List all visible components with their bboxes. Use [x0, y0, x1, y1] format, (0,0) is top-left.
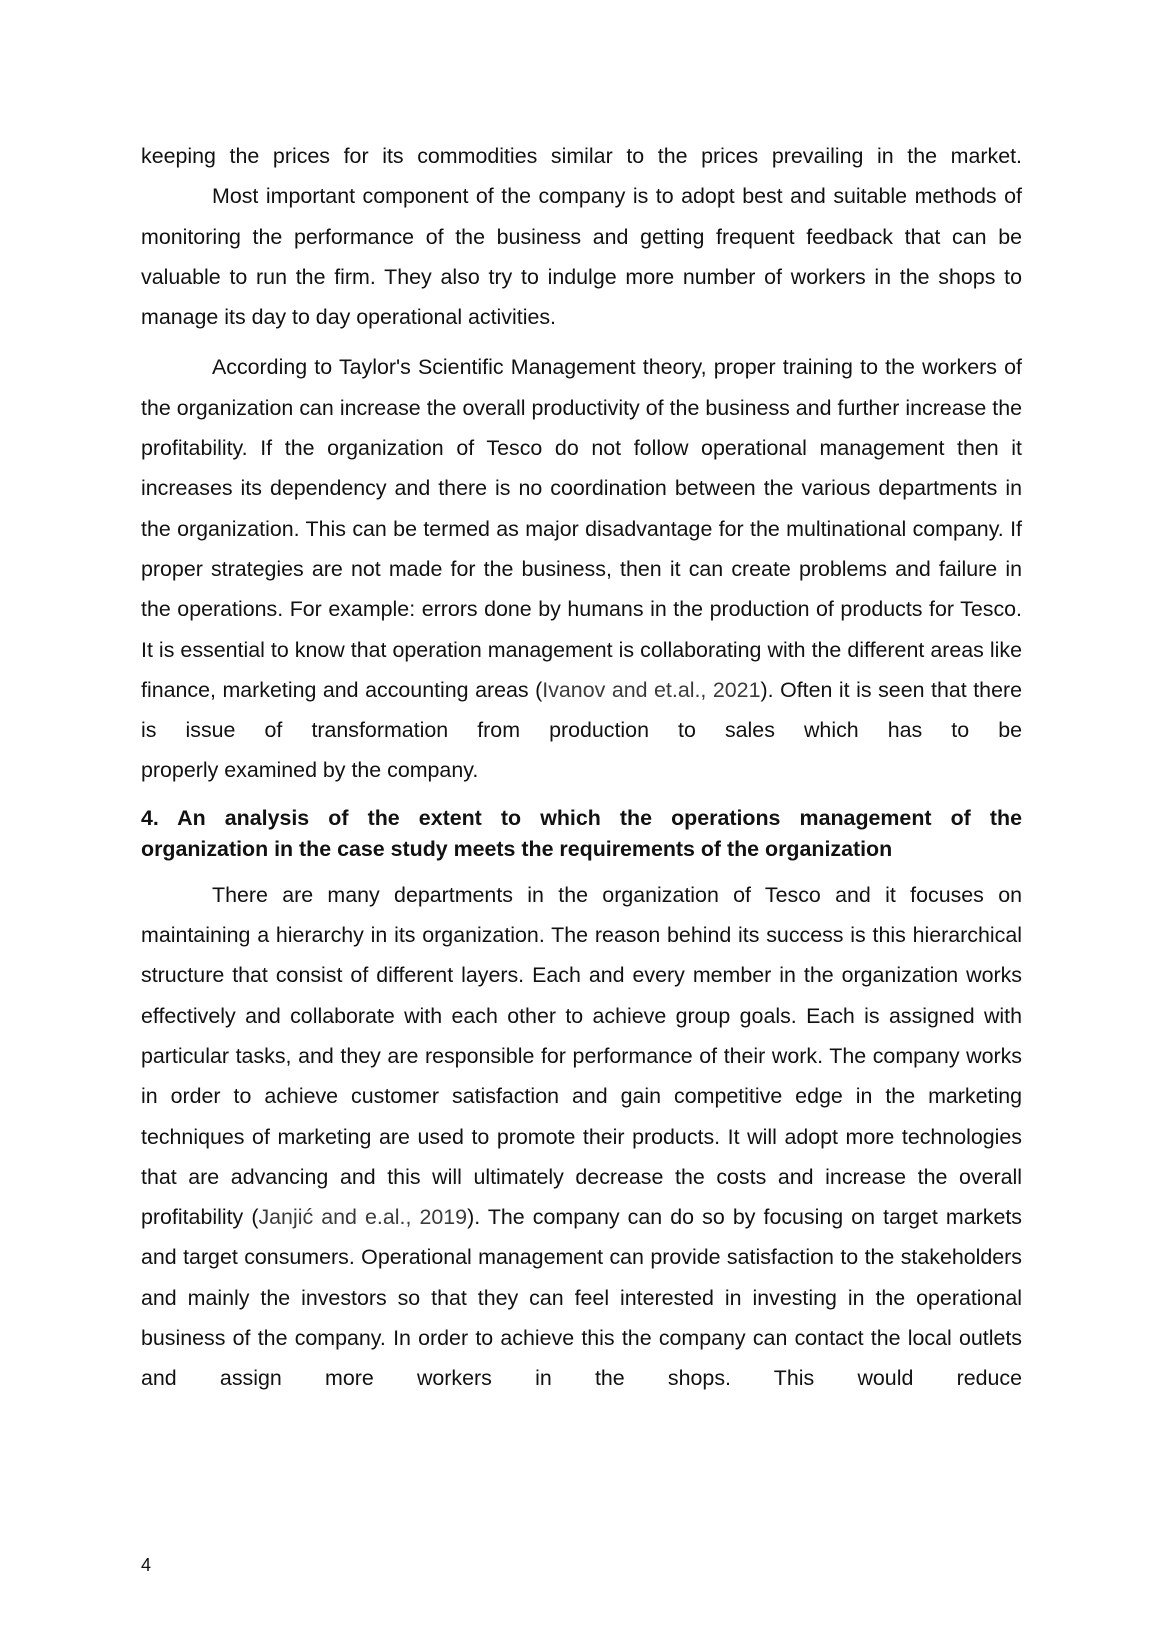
- citation-ivanov: Ivanov and et.al., 2021: [542, 677, 761, 702]
- page-number: 4: [141, 1555, 152, 1575]
- citation-janjic: Janjić and e.al., 2019: [258, 1205, 468, 1230]
- page-body: [141, 136, 1022, 1399]
- section-heading: [141, 803, 1022, 865]
- paragraph-taylor-last-line: properly examined by the company.: [141, 758, 479, 783]
- paragraph-taylor-text: According to Taylor's Scientific Management theory, proper training to the workers of the organization can increase the overall productivity of the business and further increase the profitability. If the organization of Tesco do not follow operational management then it increases its dependency and there is no coordination between the various departments in the organization. This can be termed as major disadvantage for the multinational company. If proper strategies are not made for the business, then it can create problems and failure in the operations. For example: errors done by humans in the production of products for Tesco. It is essential to know that operation management is collaborating with the different areas like finance, marketing and accounting areas (: [141, 355, 1022, 702]
- paragraph-hierarchy-text-after: ). The company can do so by focusing on target markets and target consumers. Operational management can provide satisfaction to the stakeholders and mainly the investors so that they can feel interested in investing in the operational business of the company. In order to achieve this the company can contact the local outlets and assign more workers in the shops. This would reduce: [141, 1205, 1023, 1391]
- paragraph-continuation: keeping the prices for its commodities similar to the prices prevailing in the market.: [141, 144, 1022, 168]
- section-heading-line-2: organization in the case study meets the requirements of the organization: [141, 836, 893, 861]
- paragraph-monitoring: [141, 176, 1022, 337]
- paragraph-taylor-theory: [141, 347, 1022, 750]
- paragraph-taylor-text-after: ). Often it is seen that there is issue of transformation from production to sales which has to be: [141, 677, 1022, 743]
- paragraph-monitoring-text: Most important component of the company is to adopt best and suitable methods of monitoring the performance of the business and getting frequent feedback that can be valuable to run the firm. They also try to indulge more number of workers in the shops to manage its day to day operational activities.: [141, 184, 1022, 330]
- paragraph-hierarchy-text: There are many departments in the organization of Tesco and it focuses on maintaining a hierarchy in its organization. The reason behind its success is this hierarchical structure that consist of different layers. Each and every member in the organization works effectively and collaborate with each other to achieve group goals. Each is assigned with particular tasks, and they are responsible for performance of their work. The company works in order to achieve customer satisfaction and gain competitive edge in the marketing techniques of marketing are used to promote their products. It will adopt more technologies that are advancing and this will ultimately decrease the costs and increase the overall profitability (: [141, 882, 1022, 1230]
- section-heading-line-1: 4. An analysis of the extent to which the operations management of the: [141, 805, 1022, 830]
- paragraph-hierarchy: [141, 875, 1022, 1399]
